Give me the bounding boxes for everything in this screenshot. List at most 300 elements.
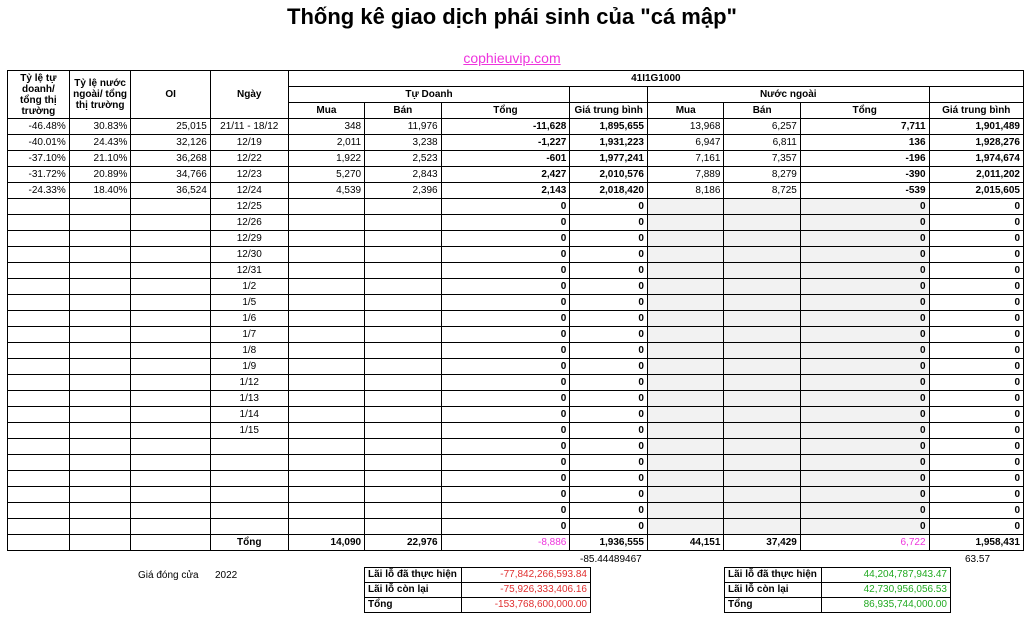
foreign-total-cell: 0 [800, 503, 929, 519]
prop-buy-cell [288, 247, 364, 263]
prop-avg-cell: 0 [570, 407, 648, 423]
prop-avg-cell: 1,931,223 [570, 135, 648, 151]
foreign-buy-cell [647, 231, 723, 247]
oi-cell [131, 279, 210, 295]
foreign-total-cell: 0 [800, 359, 929, 375]
prop-buy-cell [288, 407, 364, 423]
oi-cell: 34,766 [131, 167, 210, 183]
prop-avg-diff: -85.44489467 [580, 554, 642, 565]
prop-avg-cell: 0 [570, 343, 648, 359]
ratio-prop-cell [8, 343, 70, 359]
foreign-total-cell: 0 [800, 343, 929, 359]
foreign-total-value: 86,935,744,000.00 [822, 598, 951, 613]
ratio-prop-cell: -37.10% [8, 151, 70, 167]
table-row [8, 231, 1024, 247]
prop-avg-cell: 0 [570, 263, 648, 279]
foreign-avg-cell: 0 [929, 519, 1023, 535]
foreign-total-cell: 0 [800, 455, 929, 471]
prop-buy-cell [288, 343, 364, 359]
prop-total-cell: 0 [441, 231, 570, 247]
ratio-prop-cell: -40.01% [8, 135, 70, 151]
foreign-sell-cell [724, 439, 800, 455]
date-cell [210, 471, 288, 487]
foreign-sell-cell [724, 407, 800, 423]
prop-sell-cell: 2,523 [365, 151, 441, 167]
foreign-total-cell: 0 [800, 279, 929, 295]
ratio-prop-cell [8, 423, 70, 439]
foreign-buy-cell [647, 423, 723, 439]
prop-buy-cell [288, 295, 364, 311]
foreign-remaining-value: 42,730,956,056.53 [822, 583, 951, 598]
ratio-prop-cell [8, 487, 70, 503]
foreign-avg-cell: 0 [929, 359, 1023, 375]
ratio-prop-cell [8, 199, 70, 215]
foreign-buy-cell [647, 215, 723, 231]
ratio-foreign-cell [69, 391, 131, 407]
prop-sell-cell [365, 327, 441, 343]
prop-buy-cell [288, 455, 364, 471]
prop-total-cell: 0 [441, 311, 570, 327]
prop-buy-cell [288, 423, 364, 439]
oi-cell [131, 247, 210, 263]
oi-cell [131, 359, 210, 375]
prop-avg-cell: 0 [570, 295, 648, 311]
foreign-total-cell: 0 [800, 407, 929, 423]
ratio-prop-cell [8, 279, 70, 295]
table-row [8, 135, 1024, 151]
foreign-sell-cell [724, 199, 800, 215]
table-row [8, 471, 1024, 487]
foreign-total-cell: 0 [800, 215, 929, 231]
header-contract: 41I1G1000 [288, 71, 1023, 87]
foreign-sell-cell: 6,811 [724, 135, 800, 151]
ratio-foreign-cell [69, 439, 131, 455]
date-cell: 1/7 [210, 327, 288, 343]
foreign-sell-cell [724, 215, 800, 231]
foreign-sell-cell [724, 327, 800, 343]
prop-total-cell: 0 [441, 503, 570, 519]
prop-avg-cell: 1,895,655 [570, 119, 648, 135]
oi-cell [131, 503, 210, 519]
foreign-total-cell: 0 [800, 519, 929, 535]
date-cell: 12/22 [210, 151, 288, 167]
totals-foreign-sell: 37,429 [724, 535, 800, 551]
prop-total-cell: 0 [441, 215, 570, 231]
oi-cell: 36,268 [131, 151, 210, 167]
foreign-buy-cell: 7,161 [647, 151, 723, 167]
foreign-buy-cell [647, 455, 723, 471]
date-cell: 1/6 [210, 311, 288, 327]
ratio-foreign-cell [69, 471, 131, 487]
foreign-total-cell: 0 [800, 423, 929, 439]
table-row [8, 263, 1024, 279]
header-date: Ngày [210, 71, 288, 119]
ratio-foreign-cell [69, 279, 131, 295]
foreign-avg-cell: 2,015,605 [929, 183, 1023, 199]
ratio-foreign-cell [69, 327, 131, 343]
prop-buy-cell [288, 359, 364, 375]
foreign-avg-cell: 1,974,674 [929, 151, 1023, 167]
ratio-foreign-cell: 21.10% [69, 151, 131, 167]
prop-avg-cell: 0 [570, 455, 648, 471]
foreign-sell-cell [724, 423, 800, 439]
foreign-total-cell: 0 [800, 295, 929, 311]
prop-sell-cell [365, 231, 441, 247]
prop-sell-cell [365, 295, 441, 311]
ratio-prop-cell [8, 391, 70, 407]
prop-sell-cell [365, 359, 441, 375]
ratio-foreign-cell [69, 455, 131, 471]
foreign-total-cell: 0 [800, 487, 929, 503]
foreign-buy-cell: 8,186 [647, 183, 723, 199]
foreign-total-cell: -390 [800, 167, 929, 183]
date-cell: 1/2 [210, 279, 288, 295]
ratio-foreign-cell [69, 231, 131, 247]
date-cell: 1/14 [210, 407, 288, 423]
date-cell: 12/24 [210, 183, 288, 199]
prop-sell-cell [365, 311, 441, 327]
foreign-total-cell: 0 [800, 231, 929, 247]
foreign-total-cell: 136 [800, 135, 929, 151]
ratio-foreign-cell: 30.83% [69, 119, 131, 135]
foreign-buy-cell [647, 391, 723, 407]
blank-cell [131, 535, 210, 551]
foreign-avg-cell: 0 [929, 391, 1023, 407]
foreign-sell-cell [724, 487, 800, 503]
ratio-foreign-cell [69, 215, 131, 231]
table-row [8, 407, 1024, 423]
prop-sell-cell [365, 519, 441, 535]
date-cell [210, 487, 288, 503]
prop-buy-cell [288, 327, 364, 343]
ratio-foreign-cell [69, 519, 131, 535]
foreign-sell-cell [724, 455, 800, 471]
derivatives-table [7, 70, 1024, 551]
ratio-foreign-cell [69, 359, 131, 375]
foreign-total-cell: 0 [800, 311, 929, 327]
prop-realized-value: -77,842,266,593.84 [462, 568, 591, 583]
ratio-prop-cell: -24.33% [8, 183, 70, 199]
oi-cell [131, 295, 210, 311]
foreign-total-cell: 0 [800, 439, 929, 455]
foreign-total-cell: -539 [800, 183, 929, 199]
foreign-buy-cell [647, 439, 723, 455]
prop-avg-cell: 0 [570, 311, 648, 327]
foreign-avg-cell: 0 [929, 407, 1023, 423]
date-cell: 12/25 [210, 199, 288, 215]
date-cell [210, 519, 288, 535]
oi-cell: 25,015 [131, 119, 210, 135]
oi-cell [131, 391, 210, 407]
date-cell: 12/31 [210, 263, 288, 279]
prop-total-cell: 0 [441, 471, 570, 487]
prop-sell-cell [365, 407, 441, 423]
table-row [8, 455, 1024, 471]
foreign-sell-cell [724, 231, 800, 247]
prop-sell-cell [365, 263, 441, 279]
foreign-buy-cell [647, 343, 723, 359]
foreign-avg-cell: 0 [929, 439, 1023, 455]
ratio-foreign-cell [69, 487, 131, 503]
prop-total-cell: 0 [441, 391, 570, 407]
prop-buy-cell [288, 439, 364, 455]
table-row [8, 311, 1024, 327]
oi-cell [131, 375, 210, 391]
foreign-buy-cell [647, 199, 723, 215]
foreign-avg-cell: 0 [929, 487, 1023, 503]
prop-buy-cell [288, 199, 364, 215]
header-ratio-foreign: Tỷ lệ nước ngoài/ tổng thị trường [69, 71, 131, 119]
site-link[interactable]: cophieuvip.com [463, 50, 561, 66]
header-foreign-total: Tổng [800, 103, 929, 119]
prop-total-cell: 0 [441, 519, 570, 535]
foreign-total-label: Tổng [725, 598, 822, 613]
ratio-foreign-cell [69, 199, 131, 215]
prop-total-cell: -1,227 [441, 135, 570, 151]
foreign-sell-cell [724, 343, 800, 359]
header-foreign-avg: Giá trung bình [929, 103, 1023, 119]
prop-avg-cell: 0 [570, 359, 648, 375]
prop-remaining-value: -75,926,333,406.16 [462, 583, 591, 598]
oi-cell [131, 519, 210, 535]
prop-avg-cell: 0 [570, 391, 648, 407]
prop-buy-cell [288, 263, 364, 279]
oi-cell [131, 327, 210, 343]
foreign-buy-cell [647, 327, 723, 343]
date-cell: 1/12 [210, 375, 288, 391]
date-cell: 12/19 [210, 135, 288, 151]
table-row [8, 247, 1024, 263]
prop-total-cell: 0 [441, 455, 570, 471]
foreign-total-cell: 7,711 [800, 119, 929, 135]
close-price-label: Giá đóng cửa [138, 570, 199, 581]
totals-foreign-avg: 1,958,431 [929, 535, 1023, 551]
oi-cell [131, 215, 210, 231]
prop-realized-label: Lãi lỗ đã thực hiện [365, 568, 462, 583]
foreign-sell-cell: 8,725 [724, 183, 800, 199]
date-cell: 1/9 [210, 359, 288, 375]
prop-remaining-label: Lãi lỗ còn lại [365, 583, 462, 598]
foreign-buy-cell [647, 263, 723, 279]
prop-avg-cell: 0 [570, 439, 648, 455]
blank-cell [8, 535, 70, 551]
oi-cell [131, 407, 210, 423]
prop-total-cell: 0 [441, 247, 570, 263]
prop-total-cell: 0 [441, 263, 570, 279]
prop-avg-cell: 0 [570, 423, 648, 439]
foreign-avg-cell: 0 [929, 231, 1023, 247]
table-row [8, 343, 1024, 359]
foreign-buy-cell [647, 503, 723, 519]
prop-buy-cell [288, 391, 364, 407]
foreign-sell-cell [724, 375, 800, 391]
prop-avg-cell: 0 [570, 375, 648, 391]
totals-prop-avg: 1,936,555 [570, 535, 648, 551]
table-row [8, 375, 1024, 391]
foreign-buy-cell: 13,968 [647, 119, 723, 135]
foreign-remaining-label: Lãi lỗ còn lại [725, 583, 822, 598]
ratio-prop-cell [8, 247, 70, 263]
prop-total-cell: 2,427 [441, 167, 570, 183]
oi-cell: 36,524 [131, 183, 210, 199]
prop-total-cell: 0 [441, 199, 570, 215]
foreign-buy-cell: 6,947 [647, 135, 723, 151]
totals-prop-total: -8,886 [441, 535, 570, 551]
foreign-buy-cell: 7,889 [647, 167, 723, 183]
ratio-prop-cell [8, 215, 70, 231]
oi-cell [131, 455, 210, 471]
prop-buy-cell [288, 503, 364, 519]
table-row [8, 215, 1024, 231]
prop-total-cell: 2,143 [441, 183, 570, 199]
ratio-prop-cell [8, 519, 70, 535]
prop-avg-cell: 2,018,420 [570, 183, 648, 199]
prop-total-cell: 0 [441, 343, 570, 359]
foreign-total-cell: 0 [800, 247, 929, 263]
foreign-pnl-table [724, 567, 951, 613]
prop-sell-cell [365, 199, 441, 215]
foreign-avg-cell: 2,011,202 [929, 167, 1023, 183]
table-row [8, 487, 1024, 503]
ratio-foreign-cell [69, 263, 131, 279]
prop-sell-cell [365, 279, 441, 295]
totals-foreign-total: 6,722 [800, 535, 929, 551]
header-prop-group: Tự Doanh [288, 87, 570, 103]
ratio-prop-cell [8, 295, 70, 311]
foreign-avg-cell: 0 [929, 311, 1023, 327]
prop-avg-cell: 0 [570, 487, 648, 503]
header-prop-sell: Bán [365, 103, 441, 119]
date-cell: 1/15 [210, 423, 288, 439]
header-prop-avg: Giá trung bình [570, 103, 648, 119]
foreign-avg-cell: 0 [929, 279, 1023, 295]
foreign-avg-cell: 0 [929, 343, 1023, 359]
foreign-total-cell: 0 [800, 199, 929, 215]
date-cell [210, 503, 288, 519]
prop-avg-cell: 0 [570, 279, 648, 295]
ratio-foreign-cell [69, 343, 131, 359]
prop-avg-cell: 0 [570, 199, 648, 215]
foreign-total-cell: -196 [800, 151, 929, 167]
ratio-prop-cell: -31.72% [8, 167, 70, 183]
date-cell: 1/13 [210, 391, 288, 407]
header-foreign-sell: Bán [724, 103, 800, 119]
foreign-buy-cell [647, 375, 723, 391]
prop-sell-cell [365, 487, 441, 503]
table-row [8, 327, 1024, 343]
oi-cell [131, 471, 210, 487]
foreign-buy-cell [647, 311, 723, 327]
ratio-prop-cell [8, 503, 70, 519]
table-row [8, 359, 1024, 375]
foreign-total-cell: 0 [800, 391, 929, 407]
oi-cell [131, 231, 210, 247]
ratio-foreign-cell [69, 423, 131, 439]
ratio-foreign-cell [69, 247, 131, 263]
foreign-buy-cell [647, 471, 723, 487]
prop-buy-cell [288, 231, 364, 247]
totals-prop-sell: 22,976 [365, 535, 441, 551]
ratio-prop-cell [8, 311, 70, 327]
date-cell: 12/30 [210, 247, 288, 263]
date-cell [210, 455, 288, 471]
foreign-buy-cell [647, 359, 723, 375]
header-foreign-group: Nước ngoài [647, 87, 929, 103]
header-oi: OI [131, 71, 210, 119]
oi-cell: 32,126 [131, 135, 210, 151]
ratio-foreign-cell: 24.43% [69, 135, 131, 151]
prop-avg-cell: 0 [570, 327, 648, 343]
foreign-avg-cell: 1,901,489 [929, 119, 1023, 135]
foreign-sell-cell [724, 359, 800, 375]
prop-sell-cell [365, 343, 441, 359]
date-cell: 1/5 [210, 295, 288, 311]
oi-cell [131, 487, 210, 503]
oi-cell [131, 423, 210, 439]
ratio-foreign-cell [69, 295, 131, 311]
foreign-realized-value: 44,204,787,943.47 [822, 568, 951, 583]
ratio-foreign-cell [69, 407, 131, 423]
totals-row [8, 535, 1024, 551]
oi-cell [131, 311, 210, 327]
foreign-avg-cell: 0 [929, 471, 1023, 487]
foreign-avg-cell: 0 [929, 247, 1023, 263]
prop-total-cell: 0 [441, 359, 570, 375]
ratio-prop-cell [8, 407, 70, 423]
foreign-avg-cell: 0 [929, 295, 1023, 311]
ratio-foreign-cell [69, 375, 131, 391]
date-cell [210, 439, 288, 455]
foreign-avg-cell: 0 [929, 263, 1023, 279]
header-foreign-buy: Mua [647, 103, 723, 119]
header-prop-buy: Mua [288, 103, 364, 119]
foreign-buy-cell [647, 519, 723, 535]
prop-sell-cell [365, 423, 441, 439]
foreign-buy-cell [647, 247, 723, 263]
prop-total-cell: 0 [441, 375, 570, 391]
prop-buy-cell: 4,539 [288, 183, 364, 199]
foreign-realized-label: Lãi lỗ đã thực hiện [725, 568, 822, 583]
foreign-buy-cell [647, 407, 723, 423]
table-row [8, 519, 1024, 535]
prop-avg-cell: 2,010,576 [570, 167, 648, 183]
foreign-sell-cell: 7,357 [724, 151, 800, 167]
foreign-avg-diff: 63.57 [965, 554, 991, 565]
header-prop-total: Tổng [441, 103, 570, 119]
foreign-avg-cell: 0 [929, 503, 1023, 519]
prop-avg-cell: 0 [570, 471, 648, 487]
foreign-buy-cell [647, 295, 723, 311]
ratio-prop-cell [8, 375, 70, 391]
prop-sell-cell: 2,843 [365, 167, 441, 183]
prop-buy-cell [288, 375, 364, 391]
prop-sell-cell: 11,976 [365, 119, 441, 135]
prop-sell-cell [365, 215, 441, 231]
foreign-sell-cell [724, 471, 800, 487]
totals-prop-buy: 14,090 [288, 535, 364, 551]
prop-total-cell: -11,628 [441, 119, 570, 135]
prop-total-cell: -601 [441, 151, 570, 167]
prop-pnl-table [364, 567, 591, 613]
prop-sell-cell [365, 247, 441, 263]
foreign-sell-cell [724, 279, 800, 295]
prop-sell-cell [365, 471, 441, 487]
prop-total-cell: 0 [441, 407, 570, 423]
ratio-prop-cell [8, 471, 70, 487]
prop-sell-cell [365, 455, 441, 471]
page-title: Thống kê giao dịch phái sinh của "cá mập" [287, 4, 737, 29]
prop-total-cell: 0 [441, 439, 570, 455]
